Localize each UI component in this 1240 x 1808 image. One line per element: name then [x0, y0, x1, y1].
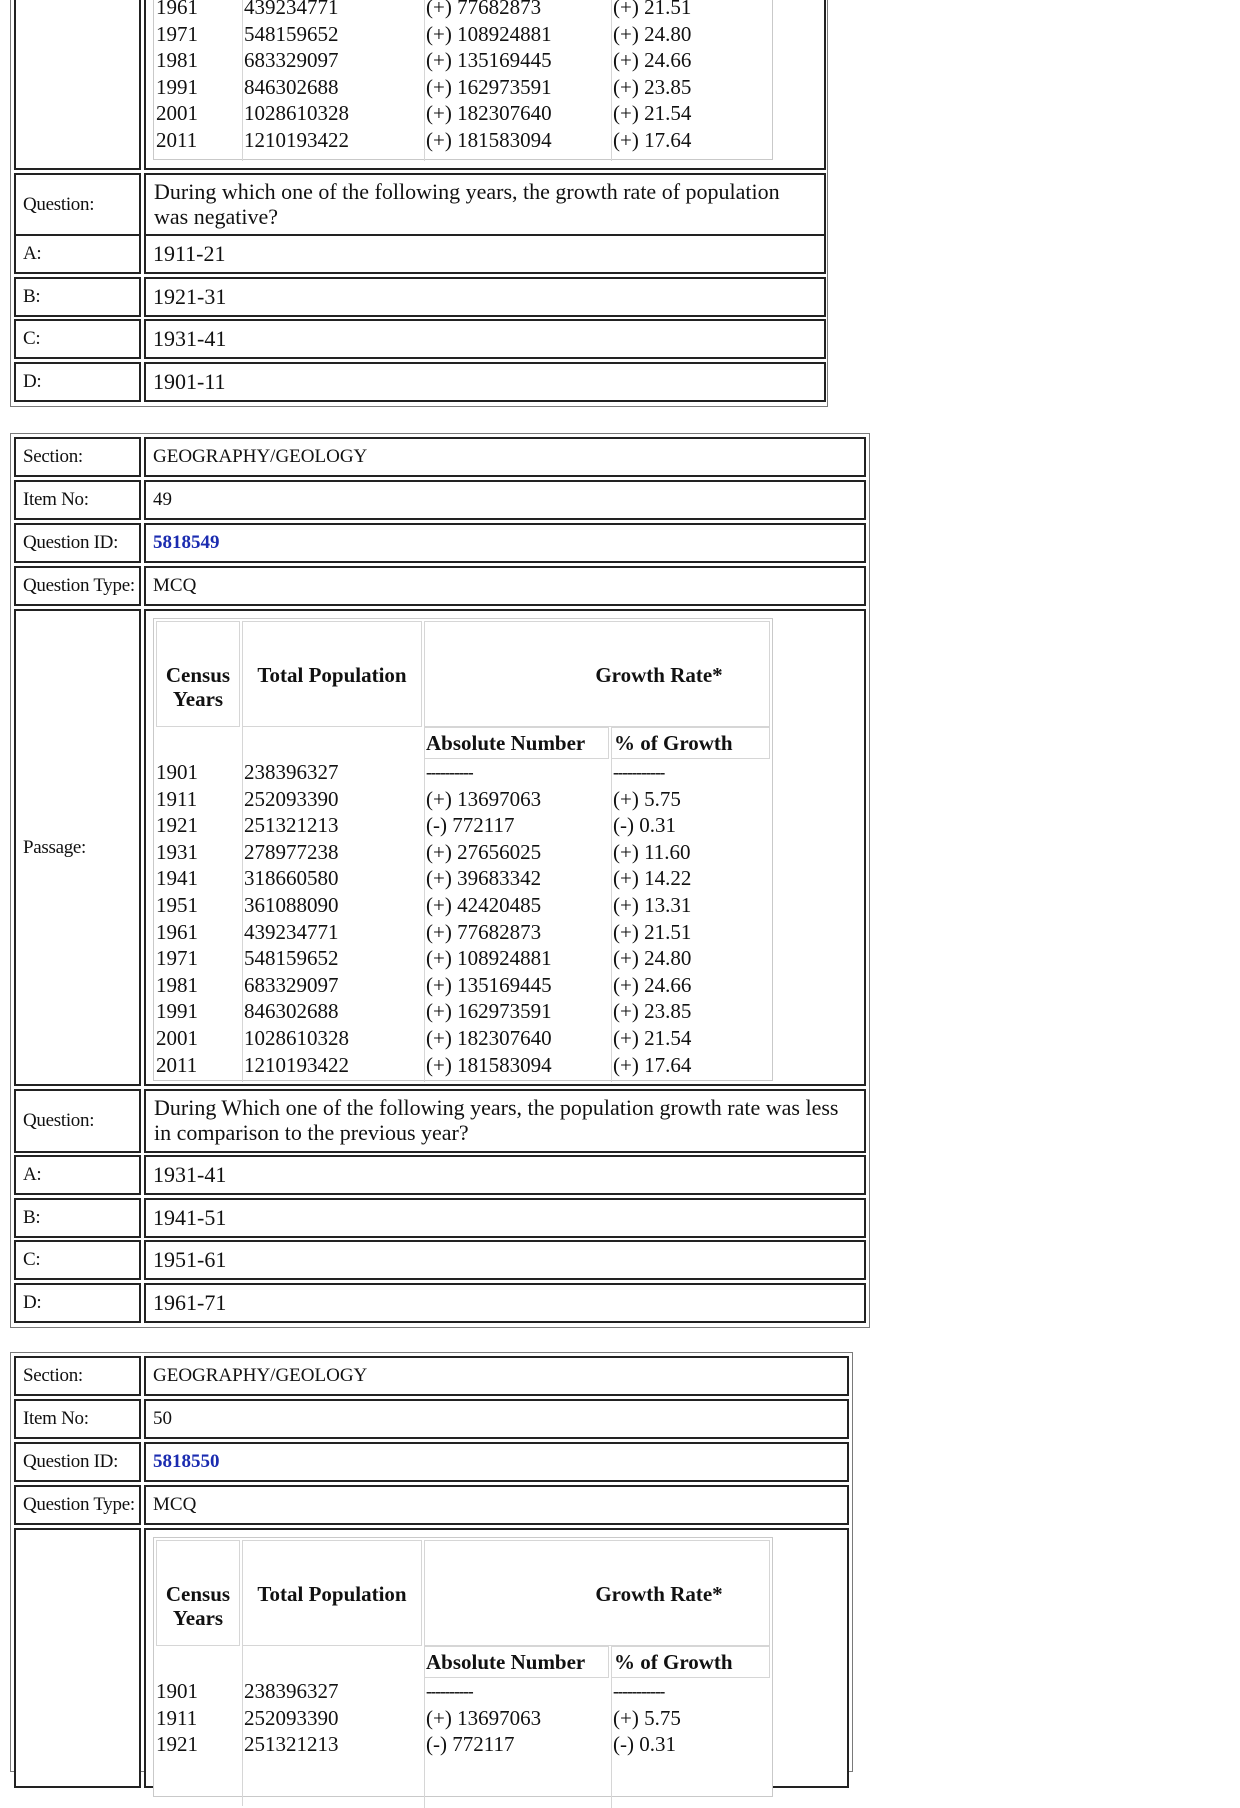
census-population: 251321213: [244, 1732, 339, 1757]
census-absolute: (+) 135169445: [426, 972, 552, 997]
census-absolute: ----------: [426, 1682, 473, 1701]
census-row: [154, 919, 774, 946]
question-label: Question:: [14, 173, 141, 237]
census-row: [154, 1705, 774, 1732]
question-id-value: [144, 523, 866, 563]
census-population: 846302688: [244, 999, 339, 1024]
passage-label-cell: [14, 1528, 141, 1788]
census-population: 278977238: [244, 839, 339, 864]
section-label: Section:: [14, 437, 141, 477]
header-total-population: Total Population: [257, 663, 407, 687]
question-id-value: [144, 1442, 849, 1482]
census-absolute: (+) 108924881: [426, 21, 552, 46]
census-year: 2011: [156, 1052, 198, 1077]
census-row: [154, 839, 774, 866]
option-a[interactable]: 1931-41: [144, 1155, 866, 1195]
census-population: 1028610328: [244, 101, 349, 126]
census-percent: -----------: [613, 1682, 665, 1701]
census-year: 1941: [156, 866, 198, 891]
census-percent: (-) 0.31: [613, 813, 676, 838]
census-row: [154, 1025, 774, 1052]
census-year: 1971: [156, 21, 198, 46]
census-year: 1971: [156, 946, 198, 971]
census-absolute: (+) 162973591: [426, 74, 552, 99]
census-population: 439234771: [244, 919, 339, 944]
census-row: [154, 892, 774, 919]
census-year: 1951: [156, 893, 198, 917]
item-no-value: 49: [144, 480, 866, 520]
option-c-label: C:: [14, 319, 141, 359]
census-population: 1210193422: [244, 128, 349, 152]
census-population: 252093390: [244, 786, 339, 811]
census-year: 2011: [156, 128, 198, 152]
header-total-population: Total Population: [257, 1582, 407, 1606]
section-label: Section:: [14, 1356, 141, 1396]
header-percent-growth: % of Growth: [614, 731, 733, 755]
option-b-label: B:: [14, 1198, 141, 1238]
census-year: 1901: [156, 1679, 198, 1703]
census-year: 1981: [156, 972, 198, 997]
census-percent: (+) 21.54: [613, 1026, 692, 1050]
section-value: GEOGRAPHY/GEOLOGY: [144, 437, 866, 477]
census-absolute: (+) 27656025: [426, 839, 542, 864]
census-table: [153, 1537, 773, 1797]
census-percent: (+) 5.75: [613, 1705, 681, 1730]
census-population: 548159652: [244, 946, 339, 971]
question-id-label: Question ID:: [14, 523, 141, 563]
census-absolute: (-) 772117: [426, 1732, 515, 1757]
census-year: 1991: [156, 74, 198, 99]
census-percent: (-) 0.31: [613, 1732, 676, 1757]
census-year: 1961: [156, 0, 198, 19]
census-row: [154, 1731, 774, 1758]
census-absolute: (+) 42420485: [426, 893, 542, 917]
census-row: [154, 812, 774, 839]
census-absolute: (+) 39683342: [426, 866, 542, 891]
census-population: 846302688: [244, 74, 339, 99]
census-percent: (+) 13.31: [613, 893, 692, 917]
header-absolute-number: Absolute Number: [426, 1650, 586, 1674]
census-percent: (+) 21.51: [613, 919, 692, 944]
question-block-48: [10, 0, 828, 407]
item-no-label: Item No:: [14, 480, 141, 520]
header-census-years: Census Years: [165, 663, 231, 711]
census-percent: (+) 21.51: [613, 0, 692, 19]
question-id-link[interactable]: 5818550: [153, 1451, 220, 1472]
census-absolute: (+) 77682873: [426, 0, 542, 19]
census-row: [154, 47, 774, 74]
census-percent: (+) 17.64: [613, 1052, 692, 1077]
census-row: [154, 127, 774, 154]
census-absolute: ----------: [426, 763, 473, 782]
option-c[interactable]: 1931-41: [144, 319, 826, 359]
option-c[interactable]: 1951-61: [144, 1240, 866, 1280]
census-population: 1210193422: [244, 1052, 349, 1077]
census-population: 439234771: [244, 0, 339, 19]
header-growth-rate: Growth Rate*: [595, 663, 723, 687]
option-b[interactable]: 1921-31: [144, 277, 826, 317]
census-year: 2001: [156, 101, 198, 126]
census-year: 1981: [156, 48, 198, 73]
question-id-label: Question ID:: [14, 1442, 141, 1482]
question-type-label: Question Type:: [14, 1485, 141, 1525]
census-row: [154, 998, 774, 1025]
question-text: During which one of the following years, the growth rate of population was negative?: [144, 173, 826, 237]
census-row: [154, 972, 774, 999]
census-percent: (+) 24.66: [613, 972, 692, 997]
header-census-years: Census Years: [165, 1582, 231, 1630]
census-population: 683329097: [244, 972, 339, 997]
question-id-link[interactable]: 5818549: [153, 532, 220, 553]
question-block-49: [10, 433, 870, 1328]
item-no-label: Item No:: [14, 1399, 141, 1439]
question-block-50: [10, 1352, 853, 1772]
option-c-label: C:: [14, 1240, 141, 1280]
census-absolute: (+) 108924881: [426, 946, 552, 971]
census-population: 238396327: [244, 1679, 339, 1703]
census-absolute: (+) 181583094: [426, 128, 552, 152]
census-percent: (+) 17.64: [613, 128, 692, 152]
census-row: [154, 21, 774, 48]
census-population: 238396327: [244, 760, 339, 784]
question-type-value: MCQ: [144, 566, 866, 606]
option-d-label: D:: [14, 1283, 141, 1323]
census-absolute: (+) 13697063: [426, 1705, 542, 1730]
census-percent: (+) 24.66: [613, 48, 692, 73]
census-table-partial: [153, 0, 773, 160]
option-b[interactable]: 1941-51: [144, 1198, 866, 1238]
passage-cell: [144, 0, 826, 170]
census-row: [154, 945, 774, 972]
census-year: 1991: [156, 999, 198, 1024]
census-population: 252093390: [244, 1705, 339, 1730]
census-row: [154, 759, 774, 786]
question-label: Question:: [14, 1089, 141, 1153]
question-type-value: MCQ: [144, 1485, 849, 1525]
option-d-label: D:: [14, 362, 141, 402]
passage-label-cell: [14, 0, 141, 170]
census-percent: (+) 21.54: [613, 101, 692, 126]
question-text: During Which one of the following years, the population growth rate was less in comparison to the previous year?: [144, 1089, 866, 1153]
census-absolute: (+) 181583094: [426, 1052, 552, 1077]
census-absolute: (-) 772117: [426, 813, 515, 838]
census-population: 361088090: [244, 893, 339, 917]
passage-cell: [144, 609, 866, 1086]
header-absolute-number: Absolute Number: [426, 731, 586, 755]
census-row: [154, 786, 774, 813]
header-percent-growth: % of Growth: [614, 1650, 733, 1674]
census-percent: -----------: [613, 763, 665, 782]
census-year: 1921: [156, 813, 198, 838]
census-year: 1901: [156, 760, 198, 784]
census-row: [154, 0, 774, 21]
header-growth-rate: Growth Rate*: [595, 1582, 723, 1606]
question-type-label: Question Type:: [14, 566, 141, 606]
census-year: 1911: [156, 786, 198, 811]
passage-label: Passage:: [14, 609, 141, 1086]
census-absolute: (+) 135169445: [426, 48, 552, 73]
option-a[interactable]: 1911-21: [144, 234, 826, 274]
census-year: 1931: [156, 839, 198, 864]
option-a-label: A:: [14, 234, 141, 274]
census-percent: (+) 24.80: [613, 946, 692, 971]
census-population: 251321213: [244, 813, 339, 838]
item-no-value: 50: [144, 1399, 849, 1439]
census-percent: (+) 23.85: [613, 74, 692, 99]
census-year: 1961: [156, 919, 198, 944]
census-absolute: (+) 162973591: [426, 999, 552, 1024]
census-row: [154, 1052, 774, 1079]
census-absolute: (+) 77682873: [426, 919, 542, 944]
section-value: GEOGRAPHY/GEOLOGY: [144, 1356, 849, 1396]
option-d[interactable]: 1901-11: [144, 362, 826, 402]
census-percent: (+) 11.60: [613, 839, 691, 864]
census-percent: (+) 23.85: [613, 999, 692, 1024]
passage-cell: [144, 1528, 849, 1788]
census-population: 1028610328: [244, 1026, 349, 1050]
option-b-label: B:: [14, 277, 141, 317]
census-table: [153, 618, 773, 1081]
census-percent: (+) 24.80: [613, 21, 692, 46]
census-row: [154, 100, 774, 127]
census-population: 548159652: [244, 21, 339, 46]
census-percent: (+) 5.75: [613, 786, 681, 811]
option-d[interactable]: 1961-71: [144, 1283, 866, 1323]
census-population: 683329097: [244, 48, 339, 73]
census-absolute: (+) 182307640: [426, 101, 552, 126]
census-row: [154, 865, 774, 892]
census-absolute: (+) 182307640: [426, 1026, 552, 1050]
census-row: [154, 74, 774, 101]
census-year: 1921: [156, 1732, 198, 1757]
census-population: 318660580: [244, 866, 339, 891]
census-percent: (+) 14.22: [613, 866, 692, 891]
census-absolute: (+) 13697063: [426, 786, 542, 811]
census-row: [154, 1678, 774, 1705]
census-year: 1911: [156, 1705, 198, 1730]
option-a-label: A:: [14, 1155, 141, 1195]
census-year: 2001: [156, 1026, 198, 1050]
